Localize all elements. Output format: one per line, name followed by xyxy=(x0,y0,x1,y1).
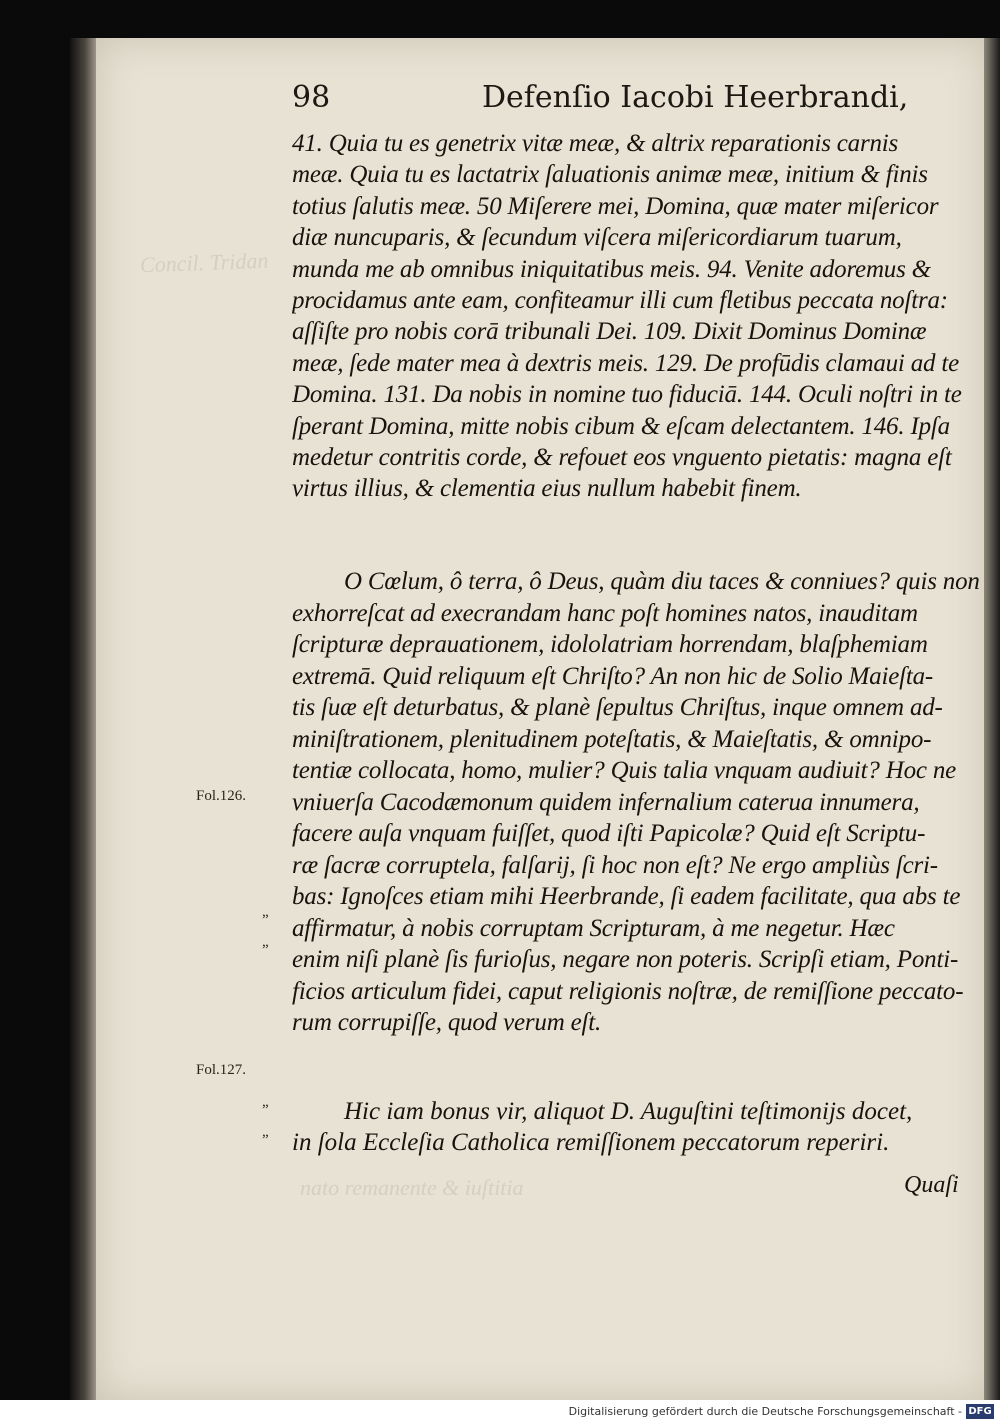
bleed-through: nato remanente & iuſtitia xyxy=(300,1175,524,1200)
text-line: vniuerſa Cacodæmonum quidem infernalium caterua innumera, xyxy=(292,788,920,816)
quotation-mark: „ xyxy=(262,934,269,950)
paragraph-1 xyxy=(292,128,982,505)
text-line: O Cœlum, ô terra, ô Deus, quàm diu taces & conniues? quis non xyxy=(344,568,980,595)
text-line: in ſola Eccleſia Catholica remiſſionem peccatorum reperiri. xyxy=(292,1129,890,1156)
text-line: 41. Quia tu es genetrix vitæ meæ, & altrix reparationis carnis xyxy=(292,130,899,157)
text-line: tentiæ collocata, homo, mulier? Quis talia vnquam audiuit? Hoc ne xyxy=(292,757,957,784)
text-line: aſſiſte pro nobis corā tribunali Dei. 109. Dixit Dominus Dominæ xyxy=(292,318,927,346)
text-line: facere auſa vnquam fuiſſet, quod iſti Papicolæ? Quid eſt Scriptu- xyxy=(292,820,926,847)
paragraph-2 xyxy=(292,566,982,1039)
text-line: miniſtrationem, plenitudinem poteſtatis, & Maieſtatis, & omnipo- xyxy=(292,725,932,753)
quotation-mark: „ xyxy=(262,1094,269,1110)
text-line: rum corrupiſſe, quod verum eſt. xyxy=(292,1009,602,1036)
margin-note-fol127: Fol.127. xyxy=(196,1062,247,1078)
text-line: ſcripturæ deprauationem, idololatriam horrendam, blaſphemiam xyxy=(292,631,928,658)
page-number: 98 xyxy=(292,80,331,115)
catchword: Quaſi xyxy=(904,1172,959,1198)
quotation-mark: „ xyxy=(262,1124,269,1140)
text-line: extremā. Quid reliquum eſt Chriſto? An non hic de Solio Maieſta- xyxy=(292,662,934,690)
bleed-through: Concil. Tridan xyxy=(139,247,269,278)
text-line: bas: Ignoſces etiam mihi Heerbrande, ſi eadem facilitate, qua abs te xyxy=(292,883,961,910)
text-line: totius ſalutis meæ. 50 Miſerere mei, Domina, quæ mater miſericor xyxy=(292,192,939,220)
text-line: Domina. 131. Da nobis in nomine tuo fiduciā. 144. Oculi noſtri in te xyxy=(292,381,962,409)
margin-note-fol126: Fol.126. xyxy=(196,788,247,804)
text-line: procidamus ante eam, confiteamur illi cum fletibus peccata noſtra: xyxy=(292,286,948,314)
text-line: diæ nuncuparis, & ſecundum viſcera miſericordiarum tuarum, xyxy=(292,224,902,252)
scan-right-edge xyxy=(984,38,1000,1400)
text-line: ficios articulum fidei, caput religionis noſtræ, de remiſſione peccato- xyxy=(292,977,964,1005)
text-line: ſperant Domina, mitte nobis cibum & eſcam delectantem. 146. Ipſa xyxy=(292,412,950,440)
footer-bar xyxy=(0,1400,1000,1425)
running-header xyxy=(292,80,909,124)
text-line: Hic iam bonus vir, aliquot D. Auguſtini teſtimonijs docet, xyxy=(344,1098,913,1125)
quotation-mark: „ xyxy=(262,904,269,920)
text-line: affirmatur, à nobis corruptam Scripturam, à me negetur. Hæc xyxy=(292,914,895,942)
footer-credit: Digitalisierung gefördert durch die Deutsche Forschungsgemeinschaft - xyxy=(568,1405,962,1418)
text-line: ræ ſacræ corruptela, falſarij, ſi hoc non eſt? Ne ergo ampliùs ſcri- xyxy=(292,851,938,879)
paragraph-3 xyxy=(292,1096,982,1158)
text-line: meæ. Quia tu es lactatrix ſaluationis animæ meæ, initium & finis xyxy=(292,161,928,189)
text-line: enim niſi planè ſis furioſus, negare non poteris. Scripſi etiam, Ponti- xyxy=(292,946,959,973)
text-line: medetur contritis corde, & refouet eos vnguento pietatis: magna eſt xyxy=(292,443,952,471)
running-title: Defenſio Iacobi Heerbrandi, xyxy=(482,80,909,115)
text-line: virtus illius, & clementia eius nullum habebit finem. xyxy=(292,475,802,503)
text-line: meæ, ſede mater mea à dextris meis. 129. De profūdis clamaui ad te xyxy=(292,349,960,377)
dfg-logo: DFG xyxy=(966,1404,994,1419)
text-line: exhorreſcat ad execrandam hanc poſt homines natos, inauditam xyxy=(292,599,918,627)
text-line: munda me ab omnibus iniquitatibus meis. 94. Venite adoremus & xyxy=(292,255,931,283)
text-line: tis ſuæ eſt deturbatus, & planè ſepultus Chriſtus, inque omnem ad- xyxy=(292,694,943,721)
